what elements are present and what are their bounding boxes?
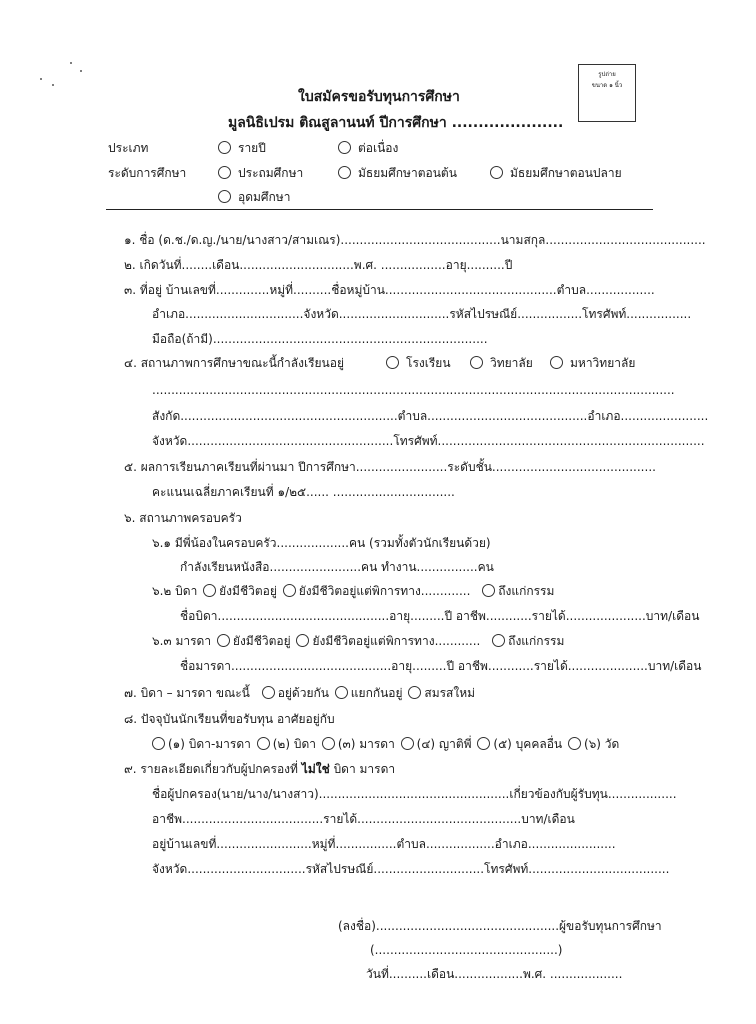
speck [80,70,82,72]
mother-status-label: ๖.๓ มารดา [152,634,212,648]
field-siblings[interactable]: ๖.๑ มีพี่น้องในครอบครัว...................คน (รวมทั้งตัวนักเรียนด้วย) [152,536,491,550]
living-with-mother-label: (๓) มารดา [337,737,395,751]
form-subtitle: มูลนิธิเปรม ติณสูลานนท์ ปีการศึกษา ..................... [228,115,564,131]
level-option-upper-secondary-label: มัธยมศึกษาตอนปลาย [510,166,622,180]
field-address-line1[interactable]: ๓. ที่อยู่ บ้านเลขที่..............หมู่ที่..........ชื่อหมู่บ้าน.............................................ตำบล.................. [124,283,655,297]
photo-box [578,64,636,122]
radio-circle-icon[interactable] [401,737,414,750]
photo-size-label: ขนาด ๑ นิ้ว [591,82,623,89]
type-option-yearly[interactable] [216,140,266,156]
mother-alive-label: ยังมีชีวิตอยู่ [232,634,291,648]
parents-separated-label: แยกกันอยู่ [350,686,403,700]
level-option-primary[interactable] [216,165,303,181]
guardian-label [124,761,395,777]
radio-circle-icon[interactable] [338,141,351,154]
field-siblings-detail[interactable]: กำลังเรียนหนังสือ........................คน ทำงาน................คน [180,560,494,574]
radio-circle-icon[interactable] [152,737,165,750]
radio-circle-icon[interactable] [470,356,483,369]
speck [70,62,72,64]
radio-circle-icon[interactable] [217,634,230,647]
field-father-info[interactable]: ชื่อบิดา.............................................อายุ.........ปี อาชีพ............รายได้.....................บาท/เดือน [180,609,700,623]
field-gpa[interactable]: คะแนนเฉลี่ยภาคเรียนที่ ๑/๒๕...... ................................ [152,485,455,499]
mother-deceased-label: ถึงแก่กรรม [508,634,565,648]
living-with-other-label: (๕) บุคคลอื่น [493,737,563,751]
field-mobile[interactable]: มือถือ(ถ้ามี)........................................................................ [152,332,488,346]
radio-circle-icon[interactable] [218,141,231,154]
living-with-father-label: (๒) บิดา [272,737,316,751]
signature-name-line[interactable]: (................................................) [370,943,563,957]
guardian-label-c: บิดา มารดา [333,762,396,776]
guardian-label-a: ๙. รายละเอียดเกี่ยวกับผู้ปกครองที่ [124,762,298,776]
speck [40,78,42,80]
living-with-label: ๘. ปัจจุบันนักเรียนที่ขอรับทุน อาศัยอยู่กับ [124,712,335,726]
living-with-temple-label: (๖) วัด [583,737,620,751]
radio-circle-icon[interactable] [218,166,231,179]
radio-circle-icon[interactable] [490,166,503,179]
radio-circle-icon[interactable] [296,634,309,647]
radio-circle-icon[interactable] [477,737,490,750]
level-label: ระดับการศึกษา [108,166,187,180]
radio-circle-icon[interactable] [262,686,275,699]
mother-disabled-label: ยังมีชีวิตอยู่แต่พิการทาง............ [312,634,481,648]
radio-circle-icon[interactable] [492,634,505,647]
header-divider [106,209,653,210]
field-institution-affiliation[interactable]: สังกัด.........................................................ตำบล..........................................อำเภอ....................... [152,409,709,423]
type-option-continuous[interactable] [336,140,398,156]
living-with-row [150,736,619,752]
type-label: ประเภท [108,141,149,155]
radio-circle-icon[interactable] [335,686,348,699]
radio-circle-icon[interactable] [550,356,563,369]
field-institution-name[interactable]: ......................................................................................................................................... [152,383,675,397]
form-title: ใบสมัครขอรับทุนการศึกษา [298,89,460,105]
field-birth[interactable]: ๒. เกิดวันที่........เดือน..............................พ.ศ. .................อายุ..........ปี [124,258,513,272]
mother-status-row [152,633,564,649]
field-guardian-name[interactable]: ชื่อผู้ปกครอง(นาย/นาง/นางสาว)..................................................เกี่ยวข้องกับผู้รับทุน.................. [152,787,677,801]
study-option-university[interactable] [548,355,635,371]
radio-circle-icon[interactable] [408,686,421,699]
study-option-college-label: วิทยาลัย [490,356,533,370]
type-option-yearly-label: รายปี [238,141,266,155]
guardian-label-not: ไม่ใช่ [301,762,330,776]
study-status-label: ๔. สถานภาพการศึกษาขณะนี้กำลังเรียนอยู่ [124,356,345,370]
father-disabled-label: ยังมีชีวิตอยู่แต่พิการทาง............. [298,584,471,598]
parents-status-label: ๗. บิดา – มารดา ขณะนี้ [124,686,250,700]
radio-circle-icon[interactable] [283,584,296,597]
parents-remarried-label: สมรสใหม่ [424,686,476,700]
father-status-label: ๖.๒ บิดา [152,584,198,598]
father-deceased-label: ถึงแก่กรรม [498,584,555,598]
level-option-lower-secondary[interactable] [336,165,457,181]
parents-status-row [124,685,475,701]
photo-label: รูปถ่าย [598,71,616,78]
father-alive-label: ยังมีชีวิตอยู่ [219,584,277,598]
radio-circle-icon[interactable] [386,356,399,369]
study-option-school-label: โรงเรียน [406,356,451,370]
family-status-label: ๖. สถานภาพครอบครัว [124,511,242,525]
radio-circle-icon[interactable] [203,584,216,597]
field-academic-result[interactable]: ๕. ผลการเรียนภาคเรียนที่ผ่านมา ปีการศึกษา........................ระดับชั้น........................................... [124,460,656,474]
radio-circle-icon[interactable] [568,737,581,750]
field-mother-info[interactable]: ชื่อมารดา..........................................อายุ.........ปี อาชีพ............รายได้.....................บาท/เดือน [180,659,702,673]
field-address-line2[interactable]: อำเภอ...............................จังหวัด.............................รหัสไปรษณีย์.................โทรศัพท์................. [152,307,692,321]
type-option-continuous-label: ต่อเนื่อง [358,141,399,155]
radio-circle-icon[interactable] [322,737,335,750]
level-option-higher-label: อุดมศึกษา [238,190,291,204]
study-option-school[interactable] [384,355,451,371]
radio-circle-icon[interactable] [338,166,351,179]
living-with-relative-label: (๔) ญาติพี่ [416,737,472,751]
field-guardian-occupation[interactable]: อาชีพ.....................................รายได้...........................................บาท/เดือน [152,812,575,826]
parents-together-label: อยู่ด้วยกัน [277,686,329,700]
living-with-parents-label: (๑) บิดา-มารดา [168,737,251,751]
field-institution-province[interactable]: จังหวัด......................................................โทรศัพท์...................................................................... [152,434,705,448]
field-guardian-address[interactable]: อยู่บ้านเลขที่.........................หมู่ที่................ตำบล..................อำเภอ....................... [152,837,616,851]
field-guardian-province[interactable]: จังหวัด...............................รหัสไปรษณีย์.............................โทรศัพท์..................................... [152,862,670,876]
signature-date-line[interactable]: วันที่..........เดือน..................พ.ศ. ................... [366,967,623,981]
level-option-primary-label: ประถมศึกษา [238,166,304,180]
radio-circle-icon[interactable] [218,190,231,203]
field-name[interactable]: ๑. ชื่อ (ด.ช./ด.ญ./นาย/นางสาว/สามเณร)..........................................นามสกุล.......................................... [124,233,706,247]
radio-circle-icon[interactable] [257,737,270,750]
study-option-university-label: มหาวิทยาลัย [570,356,636,370]
signature-line[interactable]: (ลงชื่อ)................................................ผู้ขอรับทุนการศึกษา [338,919,662,933]
level-option-lower-secondary-label: มัธยมศึกษาตอนต้น [358,166,457,180]
speck [52,84,54,86]
level-option-upper-secondary[interactable] [488,165,622,181]
study-option-college[interactable] [468,355,533,371]
father-status-row [152,583,554,599]
radio-circle-icon[interactable] [482,584,495,597]
level-option-higher[interactable] [216,189,290,205]
